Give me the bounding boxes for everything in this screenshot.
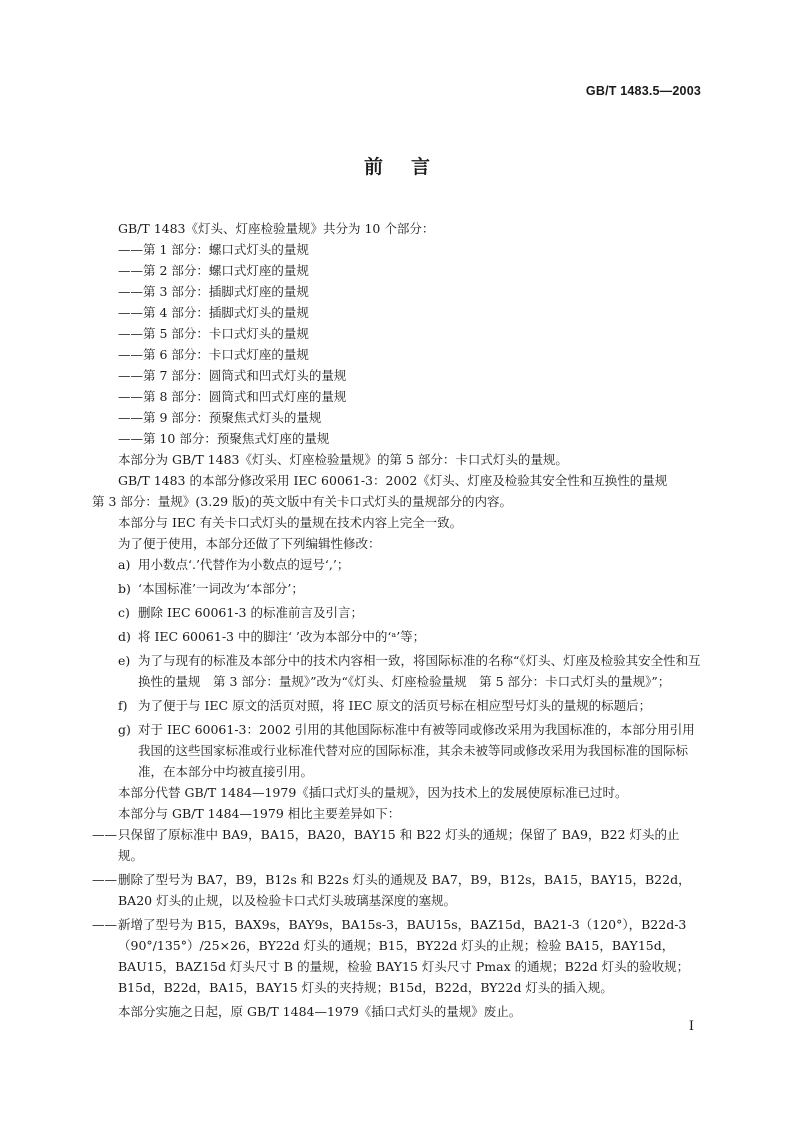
edits-intro-paragraph: 为了便于使用，本部分还做了下列编辑性修改： bbox=[118, 536, 381, 551]
edit-item-label: d) bbox=[118, 629, 131, 644]
edit-item-label: a) bbox=[118, 557, 131, 572]
part-list-item: ——第 7 部分：圆筒式和凹式灯头的量规 bbox=[118, 368, 347, 383]
diff-item-text: 只保留了原标准中 BA9，BA15，BA20，BAY15 和 B22 灯头的通规；保留了 BA9，B22 灯头的止规。 bbox=[118, 827, 680, 863]
dash-marker: —— bbox=[92, 827, 117, 842]
page-number: I bbox=[688, 1019, 694, 1034]
diff-item bbox=[92, 824, 704, 866]
edit-item-text: 为了便于与 IEC 原文的活页对照，将 IEC 原文的活页号标在相应型号灯头的量规的标题后； bbox=[138, 698, 652, 713]
diff-intro-paragraph: 本部分与 GB/T 1484—1979 相比主要差异如下： bbox=[118, 806, 401, 821]
edit-item bbox=[92, 626, 704, 647]
edit-item bbox=[92, 578, 704, 599]
edit-item bbox=[92, 650, 704, 692]
edit-item-text: 删除 IEC 60061-3 的标准前言及引言； bbox=[138, 605, 363, 620]
diff-item bbox=[92, 869, 704, 911]
edit-item bbox=[92, 695, 704, 716]
edit-item-label: e) bbox=[118, 653, 131, 668]
edit-item-text: 用小数点‘.’代替作为小数点的逗号‘,’； bbox=[138, 557, 350, 572]
edit-item bbox=[92, 554, 704, 575]
part-list-item: ——第 6 部分：卡口式灯座的量规 bbox=[118, 347, 309, 362]
diff-item-text: 删除了型号为 BA7，B9，B12s 和 B22s 灯头的通规及 BA7，B9，B12s，BA15，BAY15，B22d，BA20 灯头的止规，以及检验卡口式灯头玻璃基深度的塞规。 bbox=[118, 872, 691, 908]
diff-item bbox=[92, 914, 704, 998]
intro-paragraph: GB/T 1483《灯头、灯座检验量规》共分为 10 个部分： bbox=[118, 221, 435, 236]
part-list-item: ——第 3 部分：插脚式灯座的量规 bbox=[118, 284, 309, 299]
edit-item-label: c) bbox=[118, 605, 130, 620]
this-part-paragraph: 本部分为 GB/T 1483《灯头、灯座检验量规》的第 5 部分：卡口式灯头的量规。 bbox=[118, 452, 568, 467]
abolish-paragraph: 本部分实施之日起，原 GB/T 1484—1979《插口式灯头的量规》废止。 bbox=[118, 1004, 522, 1019]
edit-item-text: ‘本国标准’一词改为‘本部分’； bbox=[138, 581, 304, 596]
edit-item-label: f) bbox=[118, 698, 128, 713]
edit-item-label: b) bbox=[118, 581, 131, 596]
dash-marker: —— bbox=[92, 917, 117, 932]
part-list-item: ——第 4 部分：插脚式灯头的量规 bbox=[118, 305, 309, 320]
edit-item-text: 对于 IEC 60061-3：2002 引用的其他国际标准中有被等同或修改采用为我国标准的，本部分用引用我国的这些国家标准或行业标准代替对应的国际标准，其余未被等同或修改采用为我国标准的国际标准，在本部分中均被直接引用。 bbox=[138, 722, 695, 779]
part-list-item: ——第 8 部分：圆筒式和凹式灯座的量规 bbox=[118, 389, 347, 404]
edit-item-text: 将 IEC 60061-3 中的脚注‘ ’改为本部分中的‘ᵃ’等； bbox=[138, 629, 426, 644]
consistent-paragraph: 本部分与 IEC 有关卡口式灯头的量规在技术内容上完全一致。 bbox=[118, 515, 463, 530]
edit-item bbox=[92, 719, 704, 782]
modify-paragraph-line2: 第 3 部分：量规》(3.29 版)的英文版中有关卡口式灯头的量规部分的内容。 bbox=[92, 494, 512, 509]
part-list-item: ——第 5 部分：卡口式灯头的量规 bbox=[118, 326, 309, 341]
dash-marker: —— bbox=[92, 872, 117, 887]
edit-item-label: g) bbox=[118, 722, 131, 737]
page-title: 前言 bbox=[363, 156, 458, 178]
diff-item-text: 新增了型号为 B15，BAX9s，BAY9s，BA15s-3，BAU15s，BAZ15d，BA21-3（120°），B22d-3（90°/135°）/25×26，BY22d 灯头的通规；B15，BY22d 灯头的止规；检验 BA15，BAY15d，BAU15，BAZ15d 灯头尺寸 B 的量规，检验 BAY15 灯头尺寸 Pmax 的通规；B22d 灯头的验收规；B15d，B22d，BA15，BAY15 灯头的夹持规；B15d，B22d，BY22d 灯头的插入规。 bbox=[118, 917, 690, 995]
edit-item-text: 为了与现有的标准及本部分中的技术内容相一致，将国际标准的名称“《灯头、灯座及检验其安全性和互换性的量规 第 3 部分：量规》”改为“《灯头、灯座检验量规 第 5 部分：卡口式灯头的量规》”； bbox=[138, 653, 701, 689]
modify-paragraph-line1: GB/T 1483 的本部分修改采用 IEC 60061-3：2002《灯头、灯座及检验其安全性和互换性的量规 bbox=[118, 473, 668, 488]
part-list-item: ——第 10 部分：预聚焦式灯座的量规 bbox=[118, 431, 330, 446]
edit-item bbox=[92, 602, 704, 623]
standard-code: GB/T 1483.5—2003 bbox=[585, 84, 701, 98]
part-list-item: ——第 2 部分：螺口式灯座的量规 bbox=[118, 263, 309, 278]
part-list-item: ——第 1 部分：螺口式灯头的量规 bbox=[118, 242, 309, 257]
part-list-item: ——第 9 部分：预聚焦式灯头的量规 bbox=[118, 410, 322, 425]
foreword-body bbox=[92, 218, 704, 1022]
replaces-paragraph: 本部分代替 GB/T 1484—1979《插口式灯头的量规》，因为技术上的发展使原标准已过时。 bbox=[118, 785, 628, 800]
